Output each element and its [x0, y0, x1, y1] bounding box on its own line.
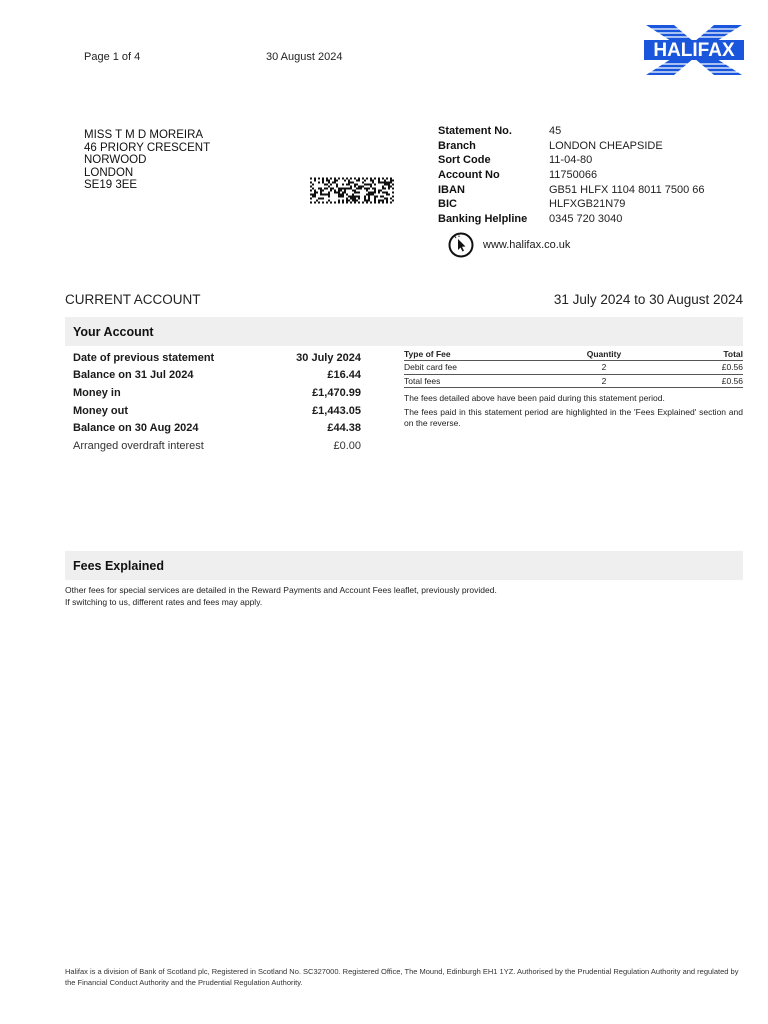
fee-quantity: 2 — [601, 375, 607, 386]
fees-note: The fees paid in this statement period are highlighted in the 'Fees Explained' section and on the reverse. — [404, 407, 743, 428]
info-label: BIC — [438, 198, 457, 211]
info-row — [438, 139, 705, 154]
info-row — [438, 197, 705, 212]
summary-value: £0.00 — [333, 439, 361, 452]
legal-footer: Halifax is a division of Bank of Scotland plc, Registered in Scotland No. SC327000. Registered Office, The Mound, Edinburgh EH1 1YZ. Authorised by the Prudential Regulation Authority and regulated by the Financial Conduct Authority and the Prudential Regulation Authority. — [65, 967, 739, 987]
statement-info — [438, 124, 705, 226]
fee-total: £0.56 — [721, 362, 743, 373]
fees-header-total: Total — [723, 349, 743, 359]
summary-label: Money in — [73, 386, 121, 399]
info-value: HLFXGB21N79 — [549, 198, 626, 211]
summary-label: Balance on 30 Aug 2024 — [73, 422, 199, 435]
fees-explained-title: Fees Explained — [73, 558, 165, 573]
info-row — [438, 124, 705, 139]
customer-address — [84, 129, 210, 192]
summary-row — [73, 419, 361, 437]
table-row — [404, 361, 743, 375]
info-row — [438, 182, 705, 197]
halifax-logo — [644, 24, 744, 76]
summary-value: £1,443.05 — [312, 404, 361, 417]
fees-explained-text — [65, 585, 497, 608]
fees-header-type: Type of Fee — [404, 349, 451, 359]
fees-note: The fees detailed above have been paid during this statement period. — [404, 393, 665, 403]
fee-quantity: 2 — [601, 362, 607, 373]
summary-value: 30 July 2024 — [296, 351, 361, 364]
info-row — [438, 153, 705, 168]
summary-label: Balance on 31 Jul 2024 — [73, 369, 194, 382]
summary-row — [73, 367, 361, 385]
summary-value: £16.44 — [327, 369, 361, 382]
info-label: IBAN — [438, 183, 465, 196]
website-link-row — [448, 232, 570, 258]
summary-row — [73, 402, 361, 420]
info-label: Branch — [438, 139, 476, 152]
your-account-header — [65, 317, 743, 346]
account-type: CURRENT ACCOUNT — [65, 292, 201, 307]
info-row — [438, 168, 705, 183]
fee-total: £0.56 — [721, 375, 743, 386]
summary-row — [73, 437, 361, 455]
fee-type: Total fees — [404, 375, 441, 386]
info-value: 11-04-80 — [549, 154, 593, 167]
fees-table-header — [404, 348, 743, 361]
account-summary — [73, 349, 361, 455]
info-label: Account No — [438, 169, 500, 182]
pointer-click-icon — [448, 232, 474, 258]
address-line: LONDON — [84, 166, 134, 179]
fees-header-quantity: Quantity — [586, 349, 622, 359]
svg-text:HALIFAX: HALIFAX — [653, 40, 735, 61]
page-number: Page 1 of 4 — [84, 51, 141, 63]
info-value: 45 — [549, 125, 562, 138]
fees-explained-line: Other fees for special services are detailed in the Reward Payments and Account Fees leaflet, previously provided. — [65, 585, 497, 595]
summary-value: £1,470.99 — [312, 386, 361, 399]
info-row — [438, 212, 705, 227]
summary-label: Money out — [73, 404, 128, 417]
address-line: 46 PRIORY CRESCENT — [84, 141, 211, 154]
info-value: LONDON CHEAPSIDE — [549, 139, 663, 152]
info-label: Banking Helpline — [438, 212, 528, 225]
info-value: GB51 HLFX 1104 8011 7500 66 — [549, 183, 705, 196]
address-line: MISS T M D MOREIRA — [84, 129, 204, 141]
your-account-title: Your Account — [73, 324, 154, 339]
summary-value: £44.38 — [327, 422, 361, 435]
fees-explained-header — [65, 551, 743, 580]
statement-period: 31 July 2024 to 30 August 2024 — [553, 292, 743, 307]
fees-explained-line: If switching to us, different rates and fees may apply. — [65, 596, 263, 607]
fee-type: Debit card fee — [404, 362, 457, 373]
statement-date: 30 August 2024 — [266, 51, 343, 63]
website-link[interactable]: www.halifax.co.uk — [483, 239, 571, 251]
info-label: Statement No. — [438, 125, 512, 138]
summary-label: Date of previous statement — [73, 351, 215, 364]
fees-table — [404, 348, 743, 429]
info-value: 0345 720 3040 — [549, 212, 623, 225]
halifax-x-logo-icon — [644, 24, 744, 76]
summary-row — [73, 349, 361, 367]
address-line: SE19 3EE — [84, 179, 138, 192]
summary-row — [73, 384, 361, 402]
info-value: 11750066 — [549, 169, 598, 182]
summary-label: Arranged overdraft interest — [73, 439, 204, 452]
table-row — [404, 375, 743, 389]
info-label: Sort Code — [438, 154, 491, 167]
postal-barcode — [310, 177, 394, 204]
address-line: NORWOOD — [84, 154, 147, 167]
